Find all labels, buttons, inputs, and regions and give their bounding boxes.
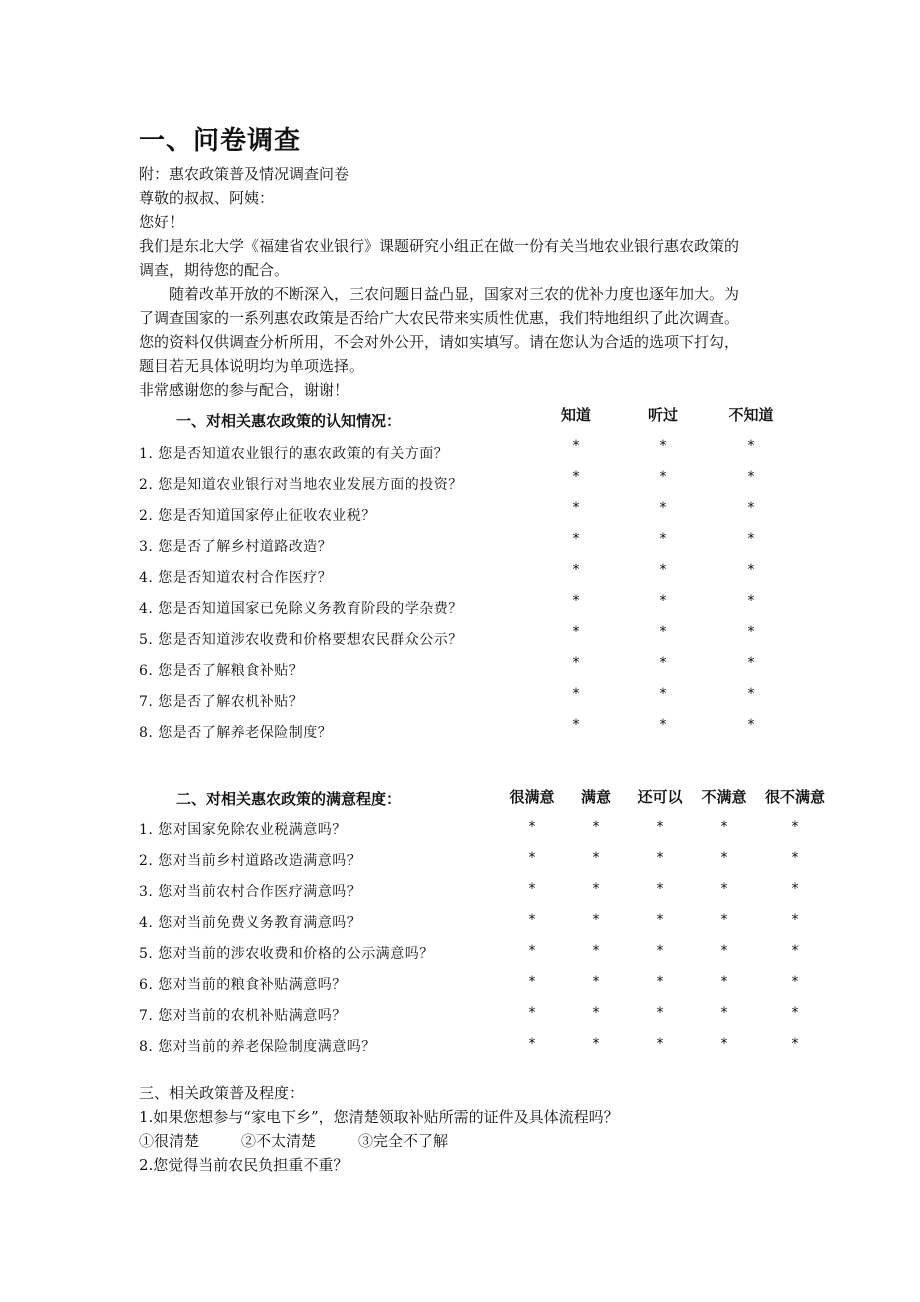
answer-option-mark[interactable]: * <box>656 819 664 835</box>
choice-list <box>139 1129 490 1153</box>
answer-option-mark[interactable]: * <box>747 686 755 702</box>
question-text: 6. 您对当前的粮食补贴满意吗？ <box>139 977 347 993</box>
answer-option-mark[interactable]: * <box>656 850 664 866</box>
answer-option-mark[interactable]: * <box>720 819 728 835</box>
answer-option-mark[interactable]: * <box>791 943 799 959</box>
answer-option-mark[interactable]: * <box>720 943 728 959</box>
intro-line: 非常感谢您的参与配合，谢谢！ <box>139 381 350 399</box>
answer-option-mark[interactable]: * <box>720 1005 728 1021</box>
answer-option-mark[interactable]: * <box>656 974 664 990</box>
answer-option-mark[interactable]: * <box>659 655 667 671</box>
answer-option-mark[interactable]: * <box>791 1005 799 1021</box>
intro-line: 了调查国家的一系列惠农政策是否给广大农民带来实质性优惠，我们特地组织了此次调查。 <box>139 309 740 327</box>
answer-option-mark[interactable]: * <box>720 881 728 897</box>
intro-line: 我们是东北大学《福建省农业银行》课题研究小组正在做一份有关当地农业银行惠农政策的 <box>139 237 740 255</box>
answer-option-mark[interactable]: * <box>747 438 755 454</box>
answer-option-mark[interactable]: * <box>659 500 667 516</box>
column-header: 不满意 <box>701 788 747 806</box>
question-text: 4. 您对当前免费义务教育满意吗？ <box>139 915 362 931</box>
answer-option-mark[interactable]: * <box>656 912 664 928</box>
question-text: 7. 您对当前的农机补贴满意吗？ <box>139 1008 347 1024</box>
answer-option-mark[interactable]: * <box>747 469 755 485</box>
question-text: 2. 您是知道农业银行对当地农业发展方面的投资？ <box>139 477 463 493</box>
answer-option-mark[interactable]: * <box>592 1005 600 1021</box>
answer-option-mark[interactable]: * <box>592 850 600 866</box>
answer-option-mark[interactable]: * <box>659 438 667 454</box>
answer-option-mark[interactable]: * <box>528 881 536 897</box>
column-header: 很不满意 <box>764 788 826 806</box>
intro-line: 附：惠农政策普及情况调查问卷 <box>139 165 350 183</box>
answer-option-mark[interactable]: * <box>528 1005 536 1021</box>
section3-title: 三、相关政策普及程度： <box>139 1084 305 1102</box>
column-header: 还可以 <box>637 788 683 806</box>
answer-option-mark[interactable]: * <box>572 438 580 454</box>
answer-option-mark[interactable]: * <box>791 974 799 990</box>
answer-option-mark[interactable]: * <box>528 974 536 990</box>
question-text: 4. 您是否知道农村合作医疗？ <box>139 570 333 586</box>
question-text: 5. 您是否知道涉农收费和价格要想农民群众公示？ <box>139 632 463 648</box>
answer-option-mark[interactable]: * <box>747 624 755 640</box>
answer-option-mark[interactable]: * <box>572 531 580 547</box>
answer-option-mark[interactable]: * <box>572 593 580 609</box>
answer-option-mark[interactable]: * <box>747 531 755 547</box>
section1-title: 一、对相关惠农政策的认知情况： <box>176 412 402 430</box>
answer-option-mark[interactable]: * <box>528 912 536 928</box>
question-text: 3. 您对当前农村合作医疗满意吗？ <box>139 884 362 900</box>
answer-option-mark[interactable]: * <box>572 686 580 702</box>
section3-question-1: 1.如果您想参与“家电下乡”，您清楚领取补贴所需的证件及具体流程吗？ <box>139 1108 619 1126</box>
answer-option-mark[interactable]: * <box>572 655 580 671</box>
answer-option-mark[interactable]: * <box>791 881 799 897</box>
answer-option-mark[interactable]: * <box>592 912 600 928</box>
answer-option-mark[interactable]: * <box>592 943 600 959</box>
intro-line: 题目若无具体说明均为单项选择。 <box>139 357 365 375</box>
answer-option-mark[interactable]: * <box>592 881 600 897</box>
intro-line: 尊敬的叔叔、阿姨： <box>139 189 275 207</box>
answer-option-mark[interactable]: * <box>528 819 536 835</box>
question-text: 3. 您是否了解乡村道路改造？ <box>139 539 333 555</box>
answer-option-mark[interactable]: * <box>747 655 755 671</box>
answer-option-mark[interactable]: * <box>659 686 667 702</box>
column-header: 知道 <box>560 406 592 424</box>
answer-option-mark[interactable]: * <box>720 912 728 928</box>
choice-option[interactable]: ②不太清楚 <box>241 1132 317 1150</box>
answer-option-mark[interactable]: * <box>528 1036 536 1052</box>
question-text: 5. 您对当前的涉农收费和价格的公示满意吗？ <box>139 946 434 962</box>
answer-option-mark[interactable]: * <box>656 881 664 897</box>
answer-option-mark[interactable]: * <box>659 624 667 640</box>
answer-option-mark[interactable]: * <box>791 850 799 866</box>
answer-option-mark[interactable]: * <box>720 1036 728 1052</box>
intro-line: 随着改革开放的不断深入，三农问题日益凸显，国家对三农的优补力度也逐年加大。为 <box>169 285 740 303</box>
answer-option-mark[interactable]: * <box>572 562 580 578</box>
answer-option-mark[interactable]: * <box>659 593 667 609</box>
question-text: 7. 您是否了解农机补贴？ <box>139 694 304 710</box>
answer-option-mark[interactable]: * <box>656 1036 664 1052</box>
answer-option-mark[interactable]: * <box>592 974 600 990</box>
answer-option-mark[interactable]: * <box>720 974 728 990</box>
column-header: 很满意 <box>509 788 555 806</box>
answer-option-mark[interactable]: * <box>747 500 755 516</box>
question-text: 4. 您是否知道国家已免除义务教育阶段的学杂费？ <box>139 601 463 617</box>
answer-option-mark[interactable]: * <box>572 469 580 485</box>
answer-option-mark[interactable]: * <box>747 562 755 578</box>
section2-title: 二、对相关惠农政策的满意程度： <box>176 790 402 808</box>
intro-line: 调查，期待您的配合。 <box>139 261 290 279</box>
answer-option-mark[interactable]: * <box>656 1005 664 1021</box>
answer-option-mark[interactable]: * <box>656 943 664 959</box>
answer-option-mark[interactable]: * <box>791 912 799 928</box>
question-text: 1. 您对国家免除农业税满意吗？ <box>139 822 347 838</box>
answer-option-mark[interactable]: * <box>747 717 755 733</box>
question-text: 2. 您是否知道国家停止征收农业税？ <box>139 508 376 524</box>
answer-option-mark[interactable]: * <box>572 717 580 733</box>
column-header: 不知道 <box>728 406 774 424</box>
answer-option-mark[interactable]: * <box>720 850 728 866</box>
question-text: 1. 您是否知道农业银行的惠农政策的有关方面？ <box>139 446 449 462</box>
question-text: 8. 您是否了解养老保险制度？ <box>139 725 333 741</box>
answer-option-mark[interactable]: * <box>528 850 536 866</box>
question-text: 6. 您是否了解粮食补贴？ <box>139 663 304 679</box>
question-text: 2. 您对当前乡村道路改造满意吗？ <box>139 853 362 869</box>
intro-line: 您的资料仅供调查分析所用，不会对外公开，请如实填写。请在您认为合适的选项下打勾， <box>139 333 740 351</box>
answer-option-mark[interactable]: * <box>659 531 667 547</box>
column-header: 满意 <box>580 788 612 806</box>
intro-line: 您好！ <box>139 213 185 231</box>
choice-option[interactable]: ③完全不了解 <box>358 1132 449 1150</box>
answer-option-mark[interactable]: * <box>572 500 580 516</box>
answer-option-mark[interactable]: * <box>528 943 536 959</box>
answer-option-mark[interactable]: * <box>572 624 580 640</box>
section3-question-2: 2.您觉得当前农民负担重不重？ <box>139 1156 349 1174</box>
question-text: 8. 您对当前的养老保险制度满意吗？ <box>139 1039 376 1055</box>
answer-option-mark[interactable]: * <box>659 717 667 733</box>
answer-option-mark[interactable]: * <box>791 1036 799 1052</box>
answer-option-mark[interactable]: * <box>592 819 600 835</box>
answer-option-mark[interactable]: * <box>747 593 755 609</box>
column-header: 听过 <box>647 406 679 424</box>
answer-option-mark[interactable]: * <box>659 562 667 578</box>
choice-option[interactable]: ①很清楚 <box>139 1132 200 1150</box>
answer-option-mark[interactable]: * <box>791 819 799 835</box>
answer-option-mark[interactable]: * <box>592 1036 600 1052</box>
answer-option-mark[interactable]: * <box>659 469 667 485</box>
page-title: 一、问卷调查 <box>139 126 302 156</box>
